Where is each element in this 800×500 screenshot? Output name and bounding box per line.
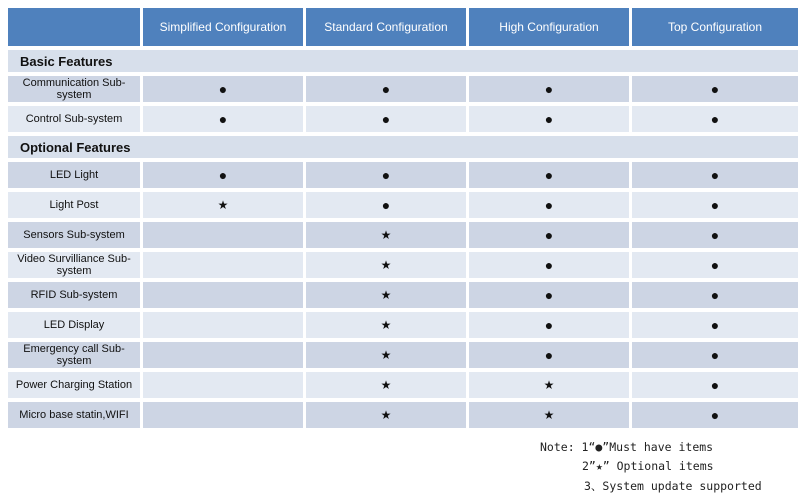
optional-star-icon: ★ (543, 408, 555, 422)
config-cell (469, 402, 629, 428)
config-cell (143, 106, 303, 132)
required-dot-icon: ● (544, 111, 554, 127)
config-cell (143, 162, 303, 188)
config-cell (306, 312, 466, 338)
required-dot-icon: ● (544, 227, 554, 243)
required-dot-icon: ● (710, 377, 720, 393)
feature-label: Video Survilliance Sub- system (8, 252, 140, 278)
feature-label: LED Light (8, 162, 140, 188)
optional-star-icon: ★ (380, 288, 392, 302)
config-cell (306, 106, 466, 132)
required-dot-icon: ● (710, 317, 720, 333)
required-dot-icon: ● (710, 167, 720, 183)
table-row (8, 76, 798, 102)
table-row (8, 402, 798, 428)
config-cell (469, 76, 629, 102)
section-heading (8, 50, 798, 72)
required-dot-icon: ● (710, 81, 720, 97)
table-row (8, 312, 798, 338)
table-row (8, 222, 798, 248)
required-dot-icon: ● (381, 197, 391, 213)
config-cell (469, 372, 629, 398)
optional-star-icon: ★ (380, 258, 392, 272)
feature-label: Control Sub-system (8, 106, 140, 132)
note-line-3: 3、System update supported (584, 479, 762, 493)
table-row (8, 252, 798, 278)
feature-label: RFID Sub-system (8, 282, 140, 308)
config-cell (306, 372, 466, 398)
config-cell (632, 252, 798, 278)
config-cell (632, 192, 798, 218)
feature-label: Communication Sub- system (8, 76, 140, 102)
config-cell (306, 192, 466, 218)
required-dot-icon: ● (544, 81, 554, 97)
config-cell (143, 222, 303, 248)
config-cell (469, 342, 629, 368)
note-line-2: 2”★” Optional items (582, 459, 714, 473)
optional-star-icon: ★ (380, 318, 392, 332)
config-cell (143, 372, 303, 398)
table-row (8, 372, 798, 398)
optional-star-icon: ★ (380, 378, 392, 392)
section-title: Basic Features (20, 54, 113, 69)
config-cell (143, 312, 303, 338)
required-dot-icon: ● (710, 347, 720, 363)
table-row (8, 162, 798, 188)
optional-star-icon: ★ (543, 378, 555, 392)
header-simplified: Simplified Configuration (143, 8, 303, 46)
required-dot-icon: ● (544, 287, 554, 303)
config-cell (469, 106, 629, 132)
required-dot-icon: ● (218, 167, 228, 183)
config-cell (306, 162, 466, 188)
required-dot-icon: ● (544, 347, 554, 363)
config-cell (143, 192, 303, 218)
optional-star-icon: ★ (217, 198, 229, 212)
config-cell (306, 402, 466, 428)
config-cell (469, 222, 629, 248)
required-dot-icon: ● (381, 111, 391, 127)
config-cell (632, 282, 798, 308)
feature-label: Emergency call Sub- system (8, 342, 140, 368)
config-cell (143, 342, 303, 368)
config-cell (632, 76, 798, 102)
header-corner-cell (8, 8, 140, 46)
table-header-row (8, 8, 798, 46)
config-cell (469, 192, 629, 218)
optional-star-icon: ★ (380, 408, 392, 422)
table-row (8, 106, 798, 132)
required-dot-icon: ● (544, 167, 554, 183)
required-dot-icon: ● (544, 197, 554, 213)
config-cell (143, 282, 303, 308)
config-cell (306, 76, 466, 102)
config-cell (306, 342, 466, 368)
feature-label: Sensors Sub-system (8, 222, 140, 248)
config-cell (632, 342, 798, 368)
config-cell (632, 312, 798, 338)
required-dot-icon: ● (218, 81, 228, 97)
config-cell (469, 162, 629, 188)
feature-label: Light Post (8, 192, 140, 218)
table-body (8, 50, 798, 428)
config-cell (469, 312, 629, 338)
config-cell (306, 222, 466, 248)
required-dot-icon: ● (710, 111, 720, 127)
config-cell (632, 402, 798, 428)
config-cell (469, 282, 629, 308)
config-cell (632, 372, 798, 398)
table-row (8, 342, 798, 368)
required-dot-icon: ● (710, 407, 720, 423)
config-cell (632, 106, 798, 132)
configuration-table (8, 8, 798, 432)
config-cell (469, 252, 629, 278)
config-cell (143, 252, 303, 278)
feature-label: LED Display (8, 312, 140, 338)
config-cell (632, 162, 798, 188)
feature-label: Power Charging Station (8, 372, 140, 398)
header-top: Top Configuration (632, 8, 798, 46)
required-dot-icon: ● (381, 81, 391, 97)
config-cell (632, 222, 798, 248)
header-high: High Configuration (469, 8, 629, 46)
required-dot-icon: ● (544, 257, 554, 273)
table-row (8, 282, 798, 308)
required-dot-icon: ● (710, 197, 720, 213)
feature-label: Micro base statin,WIFI (8, 402, 140, 428)
required-dot-icon: ● (381, 167, 391, 183)
required-dot-icon: ● (710, 257, 720, 273)
required-dot-icon: ● (710, 287, 720, 303)
required-dot-icon: ● (544, 317, 554, 333)
required-dot-icon: ● (710, 227, 720, 243)
note-line-1: Note: 1“●”Must have items (540, 440, 714, 454)
required-dot-icon: ● (218, 111, 228, 127)
table-row (8, 192, 798, 218)
optional-star-icon: ★ (380, 228, 392, 242)
section-title: Optional Features (20, 140, 131, 155)
config-cell (306, 282, 466, 308)
header-standard: Standard Configuration (306, 8, 466, 46)
config-cell (306, 252, 466, 278)
config-cell (143, 402, 303, 428)
optional-star-icon: ★ (380, 348, 392, 362)
config-cell (143, 76, 303, 102)
section-heading (8, 136, 798, 158)
